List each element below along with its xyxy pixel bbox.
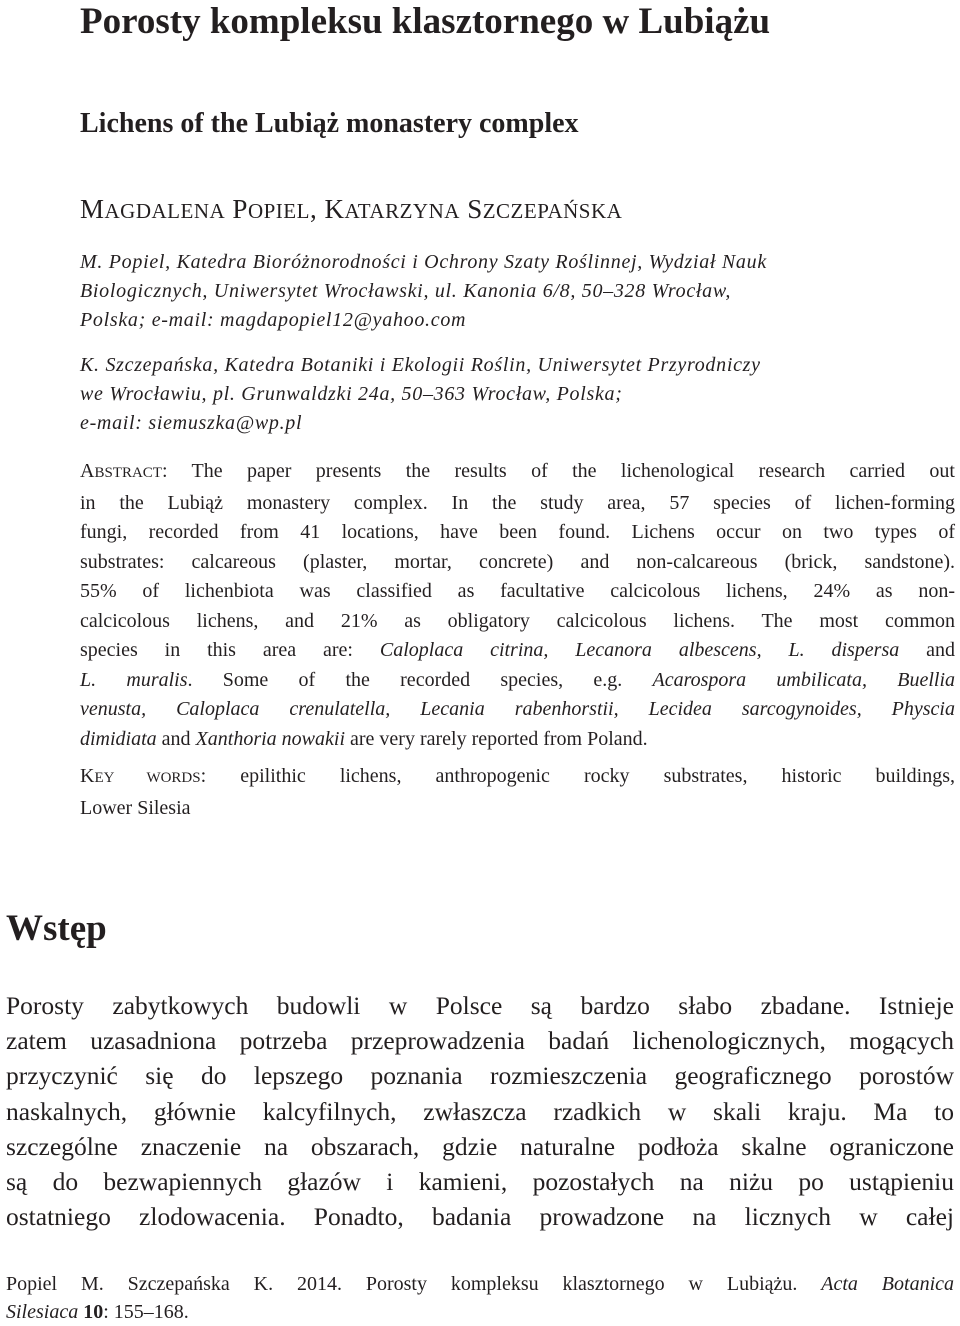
keywords-line: Lower Silesia	[80, 796, 191, 819]
intro-paragraph	[6, 988, 954, 1234]
keywords-label: KEY WORDS:	[80, 765, 207, 787]
journal-name: Silesiaca	[6, 1301, 79, 1323]
keywords-line: KEY WORDS: epilithic lichens, anthropogenic rocky substrates, historic buildings,	[80, 765, 956, 787]
species-name: dimidiata	[80, 727, 157, 750]
species-names: venusta, Caloplaca crenulatella, Lecania rabenhorstii, Lecidea sarcogynoides, Physcia	[80, 698, 955, 720]
abstract-line: fungi, recorded from 41 locations, have been found. Lichens occur on two types of	[80, 521, 955, 543]
affiliation-2-line-3: e-mail: siemuszka@wp.pl	[80, 412, 303, 434]
abstract-line: ABSTRACT: The paper presents the results of the lichenological research carried out	[80, 460, 955, 482]
volume: 10	[83, 1301, 104, 1323]
body-line: są do bezwapiennych głazów i kamieni, pozostałych na niżu po ustąpieniu	[6, 1167, 954, 1197]
body-line: szczególne znaczenie na obszarach, gdzie naturalne podłoża skalne ograniczone	[6, 1131, 954, 1161]
citation-line: Popiel M. Szczepańska K. 2014. Porosty kompleksu klasztornego w Lubiążu. Acta Botanica	[6, 1273, 955, 1295]
abstract-line: species in this area are: Caloplaca citrina, Lecanora albescens, L. dispersa and	[80, 639, 955, 661]
abstract-line: in the Lubiąż monastery complex. In the study area, 57 species of lichen-forming	[80, 491, 955, 514]
abstract-line	[80, 695, 955, 725]
abstract-line: L. muralis. Some of the recorded species, e.g. Acarospora umbilicata, Buellia	[80, 668, 955, 691]
abstract-line: substrates: calcareous (plaster, mortar, concrete) and non-calcareous (brick, sandstone).	[80, 550, 955, 573]
affiliation-2-line-1: K. Szczepańska, Katedra Botaniki i Ekologii Roślin, Uniwersytet Przyrodniczy	[80, 354, 761, 376]
species-names: Caloplaca citrina, Lecanora albescens, L. dispersa	[379, 639, 900, 661]
authors: MAGDALENA POPIEL, KATARZYNA SZCZEPAŃSKA	[80, 194, 623, 224]
abstract-label: ABSTRACT:	[80, 460, 168, 482]
affiliation-2-line-2: we Wrocławiu, pl. Grunwaldzki 24a, 50–363 Wrocław, Polska;	[80, 383, 623, 405]
abstract-line: dimidiata and Xanthoria nowakii are very rarely reported from Poland.	[80, 727, 648, 750]
paper-title: Porosty kompleksu klasztornego w Lubiążu	[80, 1, 771, 42]
affiliation-1-line-3: Polska; e-mail: magdapopiel12@yahoo.com	[80, 309, 467, 331]
section-heading: Wstęp	[6, 908, 107, 949]
journal-name: Acta Botanica	[821, 1273, 955, 1295]
body-line: Porosty zabytkowych budowli w Polsce są bardzo słabo zbadane. Istnieje	[6, 991, 954, 1020]
abstract-line: calcicolous lichens, and 21% as obligatory calcicolous lichens. The most common	[80, 609, 955, 632]
species-name: L. muralis	[80, 668, 188, 691]
species-names: Acarospora umbilicata, Buellia	[652, 668, 955, 691]
keywords	[80, 762, 955, 823]
abstract	[80, 457, 955, 754]
citation	[6, 1270, 954, 1326]
body-line: przyczynić się do lepszego poznania rozmieszczenia geograficznego porostów	[6, 1061, 954, 1091]
affiliation-1-line-2: Biologicznych, Uniwersytet Wrocławski, ul. Kanonia 6/8, 50–328 Wrocław,	[80, 280, 732, 302]
affiliation-1-line-1: M. Popiel, Katedra Bioróżnorodności i Ochrony Szaty Roślinnej, Wydział Nauk	[80, 251, 767, 273]
body-line: zatem uzasadniona potrzeba przeprowadzenia badań lichenologicznych, mogących	[6, 1026, 954, 1056]
paper-subtitle: Lichens of the Lubiąż monastery complex	[80, 108, 579, 139]
abstract-line: 55% of lichenbiota was classified as facultative calcicolous lichens, 24% as non-	[80, 580, 955, 602]
species-name: Xanthoria nowakii	[195, 727, 346, 750]
body-line: ostatniego zlodowacenia. Ponadto, badania prowadzone na licznych w całej	[6, 1202, 954, 1232]
body-line: naskalnych, głównie kalcyfilnych, zwłaszcza rzadkich w skali kraju. Ma to	[6, 1096, 954, 1126]
citation-line: Silesiaca 10: 155–168.	[6, 1301, 189, 1323]
